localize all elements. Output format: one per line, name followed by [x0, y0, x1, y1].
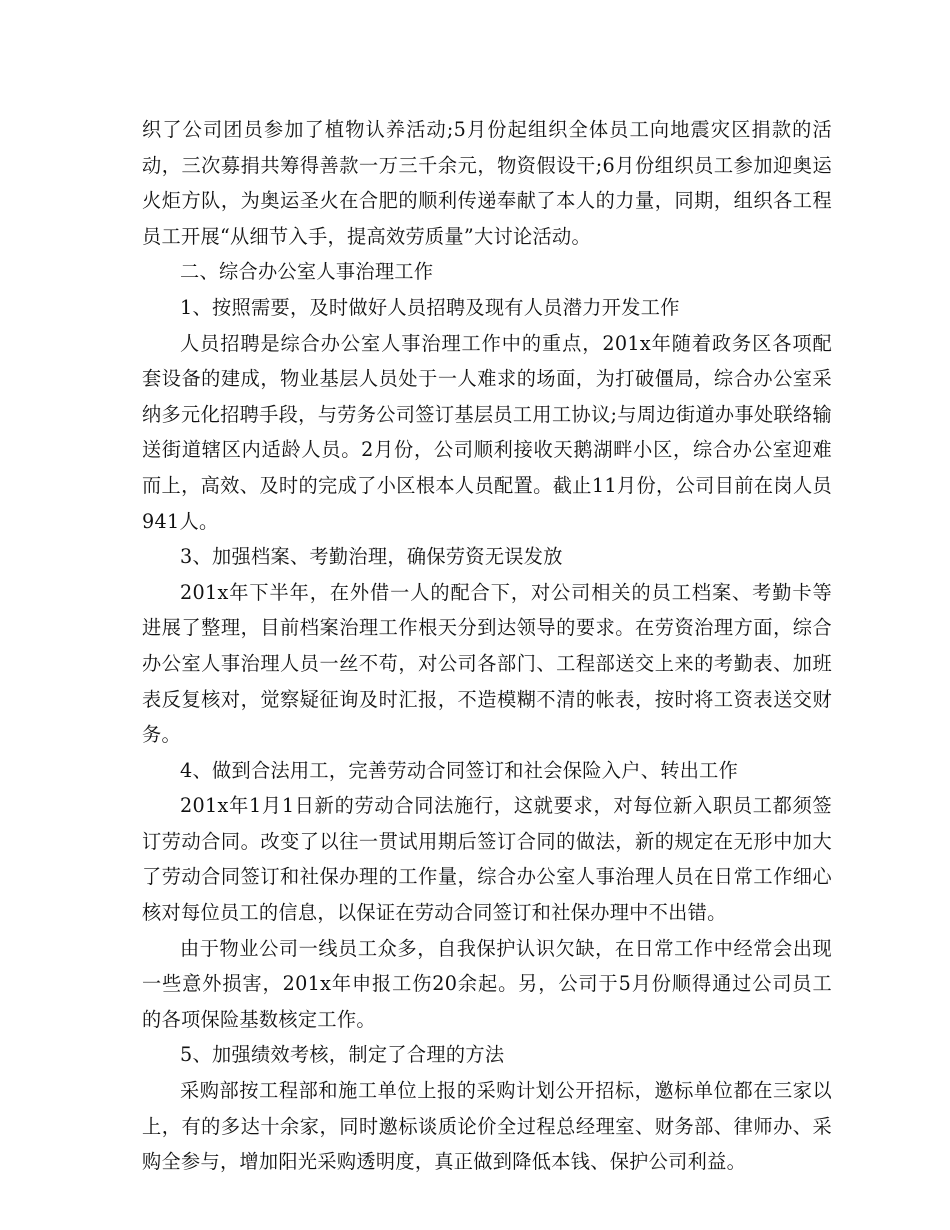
paragraph-archives: 201x年下半年，在外借一人的配合下，对公司相关的员工档案、考勤卡等进展了整理，目前档案治理工作根天分到达领导的要求。在劳资治理方面，综合办公室人事治理人员一丝不苟，对公司各部门、工程部送交上来的考勤表、加班表反复核对，觉察疑征询及时汇报，不造模糊不清的帐表，按时将工资表送交财务。 [142, 580, 832, 747]
section-heading-hr-management: 二、综合办公室人事治理工作 [180, 260, 434, 284]
paragraph-work-injury: 由于物业公司一线员工众多，自我保护认识欠缺，在日常工作中经常会出现一些意外损害，201x年申报工伤20余起。另，公司于5月份顺得通过公司员工的各项保险基数核定工作。 [142, 936, 832, 1031]
paragraph-labor-contract: 201x年1月1日新的劳动合同法施行，这就要求，对每位新入职员工都须签订劳动合同。改变了以往一贯试用期后签订合同的做法，新的规定在无形中加大了劳动合同签订和社保办理的工作量，综合办公室人事治理人员在日常工作细心核对每位员工的信息，以保证在劳动合同签订和社保办理中不出错。 [142, 794, 832, 925]
item-heading-recruitment: 1、按照需要，及时做好人员招聘及现有人员潜力开发工作 [180, 295, 680, 319]
paragraph-recruitment: 人员招聘是综合办公室人事治理工作中的重点，201x年随着政务区各项配套设备的建成，物业基层人员处于一人难求的场面，为打破僵局，综合办公室采纳多元化招聘手段，与劳务公司签订基层员工用工协议;与周边街道办事处联络输送街道辖区内适龄人员。2月份，公司顺利接收天鹅湖畔小区，综合办公室迎难而上，高效、及时的完成了小区根本人员配置。截止11月份，公司目前在岗人员941人。 [142, 331, 832, 533]
paragraph-continuation: 织了公司团员参加了植物认养活动;5月份起组织全体员工向地震灾区捐款的活动，三次募捐共筹得善款一万三千余元，物资假设干;6月份组织员工参加迎奥运火炬方队，为奥运圣火在合肥的顺利传递奉献了本人的力量，同期，组织各工程员工开展“从细节入手，提高效劳质量”大讨论活动。 [142, 118, 832, 248]
item-heading-archives: 3、加强档案、考勤治理，确保劳资无误发放 [180, 545, 563, 569]
document-body [142, 112, 832, 1180]
paragraph-procurement: 采购部按工程部和施工单位上报的采购计划公开招标，邀标单位都在三家以上，有的多达十余家，同时邀标谈质论价全过程总经理室、财务部、律师办、采购全参与，增加阳光采购透明度，真正做到降低本钱、保护公司利益。 [142, 1079, 832, 1174]
item-heading-labor-contract: 4、做到合法用工，完善劳动合同签订和社会保险入户、转出工作 [180, 758, 739, 782]
item-heading-performance: 5、加强绩效考核，制定了合理的方法 [180, 1043, 505, 1067]
